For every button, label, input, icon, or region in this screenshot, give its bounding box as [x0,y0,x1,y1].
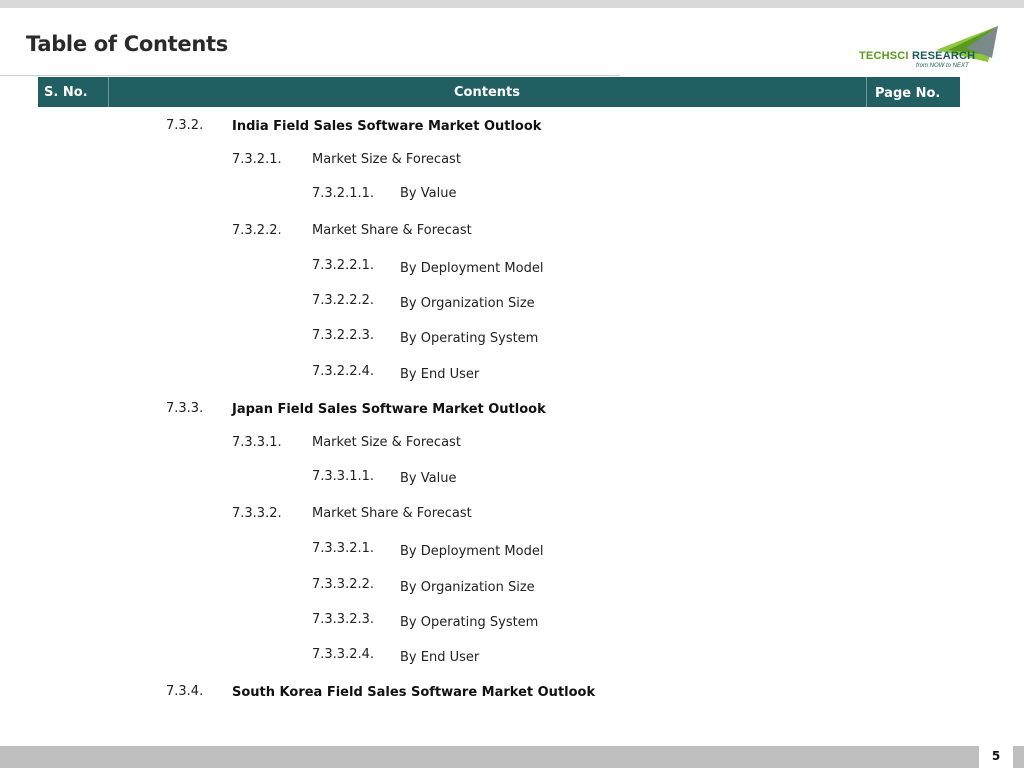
logo-wordmark-part2: RESEARCH [911,50,976,62]
header-sno: S. No. [44,84,88,100]
toc-label: Market Size & Forecast [312,435,461,450]
toc-label: Market Size & Forecast [312,152,461,167]
table-header [38,77,960,107]
toc-number: 7.3.2.2. [232,223,282,238]
toc-label: By End User [400,367,480,382]
page-number: 5 [979,744,1013,768]
toc-number: 7.3.4. [166,684,204,699]
toc-label: Market Share & Forecast [312,506,472,521]
logo-wordmark [859,50,975,62]
toc-number: 7.3.3.2.1. [312,541,375,556]
company-logo [856,24,1000,74]
toc-label: By Organization Size [400,580,535,595]
toc-number: 7.3.3.2.3. [312,612,375,627]
footer-band [0,746,1024,768]
toc-label: By Deployment Model [400,261,544,276]
toc-label: By Value [400,471,457,486]
toc-number: 7.3.3.1.1. [312,469,375,484]
toc-label: India Field Sales Software Market Outlook [232,119,542,134]
toc-number: 7.3.2.2.4. [312,364,375,379]
toc-label: Japan Field Sales Software Market Outlook [232,402,546,417]
toc-label: By Value [400,186,457,201]
logo-tagline: from NOW to NEXT [916,63,969,69]
logo-wordmark-part1: TECHSCI [859,50,909,62]
toc-number: 7.3.2. [166,118,204,133]
toc-label: South Korea Field Sales Software Market Outlook [232,685,596,700]
toc-number: 7.3.3.1. [232,435,282,450]
toc-label: By Operating System [400,331,539,346]
toc-number: 7.3.2.1.1. [312,186,375,201]
toc-number: 7.3.3.2.2. [312,577,375,592]
toc-number: 7.3.2.2.3. [312,328,375,343]
page-title: Table of Contents [26,32,228,56]
toc-number: 7.3.3.2. [232,506,282,521]
toc-number: 7.3.2.1. [232,152,282,167]
toc-number: 7.3.2.2.1. [312,258,375,273]
top-band [0,0,1024,8]
header-contents: Contents [108,77,865,107]
title-divider [0,75,620,76]
toc-label: By Organization Size [400,296,535,311]
toc-label: By Deployment Model [400,544,544,559]
toc-number: 7.3.3. [166,401,204,416]
toc-number: 7.3.2.2.2. [312,293,375,308]
toc-label: By End User [400,650,480,665]
toc-label: Market Share & Forecast [312,223,472,238]
header-page-no: Page No. [866,77,960,107]
toc-number: 7.3.3.2.4. [312,647,375,662]
toc-label: By Operating System [400,615,539,630]
